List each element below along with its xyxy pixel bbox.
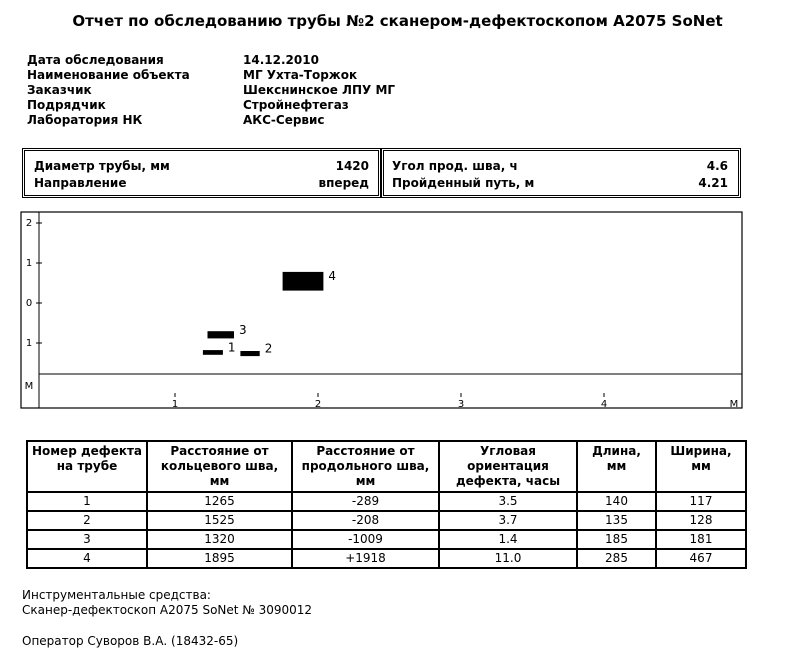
header-ring-seam-distance: Расстояние от кольцевого шва, мм: [147, 441, 292, 492]
footer-tools-value: Сканер-дефектоскоп А2075 SoNet № 3090012: [22, 603, 313, 617]
info-label-contractor: Подрядчик: [27, 98, 106, 112]
defect-map-svg: [20, 211, 743, 411]
x-tick-label: 4: [600, 399, 608, 410]
x-tick-label: 1: [171, 399, 179, 410]
param-seam-angle-label: Угол прод. шва, ч: [392, 159, 518, 173]
info-value-lab: АКС-Сервис: [243, 113, 325, 127]
defect-label-1: 1: [227, 340, 236, 355]
table-row: [27, 492, 746, 511]
defect-label-3: 3: [239, 322, 247, 337]
params-right-box: [381, 148, 741, 198]
header-length: Длина, мм: [577, 441, 656, 492]
defect-label-4: 4: [328, 269, 337, 284]
info-label-object: Наименование объекта: [27, 68, 190, 82]
defect-mark-3: [208, 331, 235, 338]
y-tick-label: 2: [25, 218, 33, 229]
cell-ring-distance: 1895: [147, 549, 292, 568]
table-row: [27, 530, 746, 549]
cell-number: 3: [27, 530, 147, 549]
info-value-customer: Шекснинское ЛПУ МГ: [243, 83, 396, 97]
y-tick-label: 1: [25, 338, 33, 349]
cell-orientation: 3.7: [439, 511, 577, 530]
header-angular-orientation: Угловая ориентация дефекта, часы: [439, 441, 577, 492]
defect-map-chart: [20, 211, 743, 411]
cell-length: 285: [577, 549, 656, 568]
info-label-lab: Лаборатория НК: [27, 113, 143, 127]
cell-width: 117: [656, 492, 746, 511]
x-tick-label: 2: [314, 399, 322, 410]
cell-ring-distance: 1265: [147, 492, 292, 511]
defect-mark-2: [240, 351, 259, 356]
y-axis-label: М: [24, 381, 34, 392]
cell-orientation: 11.0: [439, 549, 577, 568]
param-diameter-value: 1420: [335, 159, 369, 173]
cell-length: 135: [577, 511, 656, 530]
cell-number: 2: [27, 511, 147, 530]
x-axis-label: М: [729, 399, 739, 410]
param-distance-value: 4.21: [698, 176, 728, 190]
y-tick-label: 0: [25, 298, 33, 309]
footer-operator: Оператор Суворов В.А. (18432-65): [22, 634, 239, 648]
x-tick-label: 3: [457, 399, 465, 410]
table-row: [27, 549, 746, 568]
header-width: Ширина, мм: [656, 441, 746, 492]
y-tick-label: 1: [25, 258, 33, 269]
info-label-customer: Заказчик: [27, 83, 92, 97]
param-distance-label: Пройденный путь, м: [392, 176, 535, 190]
cell-number: 4: [27, 549, 147, 568]
defects-table: [26, 440, 747, 569]
page-title: Отчет по обследованию трубы №2 сканером-дефектоскопом А2075 SoNet: [72, 12, 723, 30]
cell-ring-distance: 1320: [147, 530, 292, 549]
cell-long-distance: -289: [292, 492, 439, 511]
info-value-contractor: Стройнефтегаз: [243, 98, 349, 112]
param-direction-value: вперед: [318, 176, 369, 190]
cell-long-distance: +1918: [292, 549, 439, 568]
defect-mark-1: [203, 350, 223, 355]
chart-frame: [21, 212, 742, 408]
cell-width: 467: [656, 549, 746, 568]
cell-length: 185: [577, 530, 656, 549]
defect-label-2: 2: [264, 341, 273, 356]
param-direction-label: Направление: [34, 176, 127, 190]
info-value-date: 14.12.2010: [243, 53, 319, 67]
cell-number: 1: [27, 492, 147, 511]
info-label-date: Дата обследования: [27, 53, 164, 67]
table-row: [27, 511, 746, 530]
params-left-box: [22, 148, 381, 198]
cell-orientation: 1.4: [439, 530, 577, 549]
defect-mark-4: [283, 272, 324, 291]
cell-length: 140: [577, 492, 656, 511]
cell-orientation: 3.5: [439, 492, 577, 511]
header-long-seam-distance: Расстояние от продольного шва, мм: [292, 441, 439, 492]
cell-width: 181: [656, 530, 746, 549]
header-defect-number: Номер дефекта на трубе: [27, 441, 147, 492]
param-diameter-label: Диаметр трубы, мм: [34, 159, 170, 173]
cell-width: 128: [656, 511, 746, 530]
param-seam-angle-value: 4.6: [706, 159, 728, 173]
info-value-object: МГ Ухта-Торжок: [243, 68, 358, 82]
table-header-row: [27, 441, 746, 492]
footer-tools-label: Инструментальные средства:: [22, 588, 211, 602]
cell-long-distance: -208: [292, 511, 439, 530]
cell-ring-distance: 1525: [147, 511, 292, 530]
cell-long-distance: -1009: [292, 530, 439, 549]
